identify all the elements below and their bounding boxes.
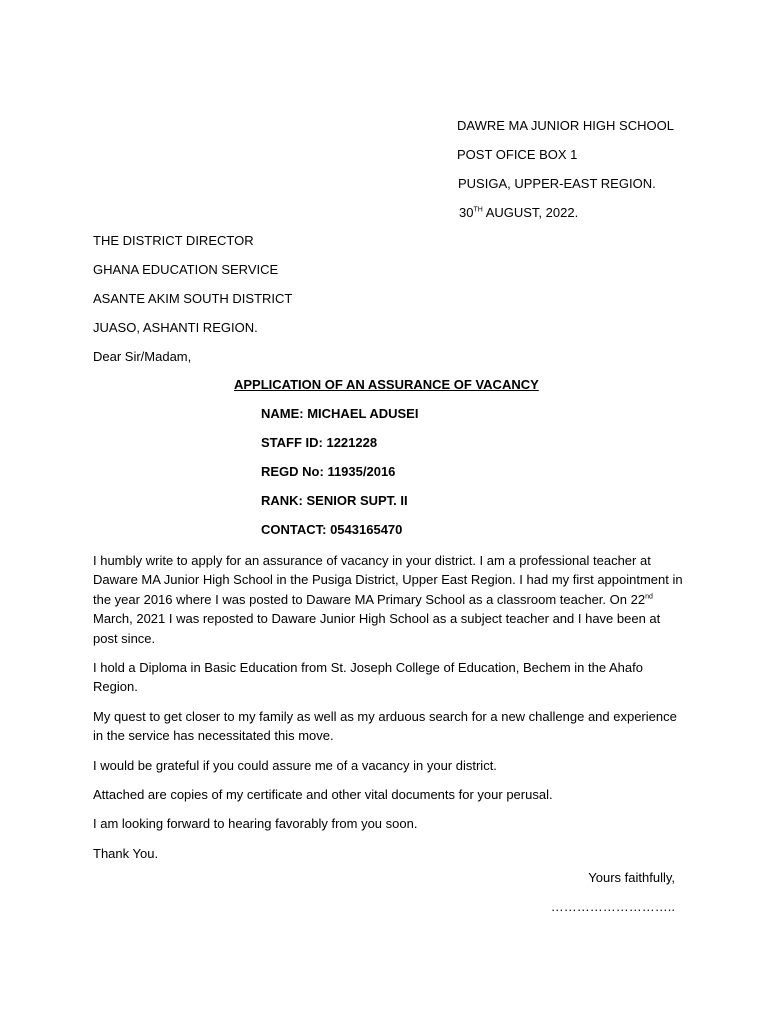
applicant-staff-id: STAFF ID: 1221228: [261, 435, 378, 450]
sender-school: DAWRE MA JUNIOR HIGH SCHOOL: [457, 118, 674, 133]
signature-line: ………………………..: [550, 899, 675, 914]
paragraph-1-text-b: March, 2021 I was reposted to Daware Junior High School as a subject teacher and I have been at post since.: [93, 611, 661, 646]
applicant-contact: CONTACT: 0543165470: [261, 522, 403, 537]
recipient-line-1: THE DISTRICT DIRECTOR: [93, 233, 254, 248]
body-paragraph-3: My quest to get closer to my family as well as my arduous search for a new challenge and experience in the service has necessitated this move.: [93, 708, 677, 744]
date-day: 30: [459, 205, 474, 220]
sender-location: PUSIGA, UPPER-EAST REGION.: [458, 176, 656, 191]
body-paragraph-1: [93, 551, 683, 648]
body-paragraph-7: Thank You.: [93, 845, 159, 861]
applicant-rank: RANK: SENIOR SUPT. II: [261, 493, 408, 508]
sender-address: [457, 118, 747, 234]
body-paragraph-4: I would be grateful if you could assure me of a vacancy in your district.: [93, 757, 497, 773]
sender-box: POST OFICE BOX 1: [457, 147, 578, 162]
applicant-name: NAME: MICHAEL ADUSEI: [261, 406, 419, 421]
body-paragraph-6: I am looking forward to hearing favorably from you soon.: [93, 816, 418, 832]
paragraph-1-ordinal: nd: [645, 593, 653, 601]
applicant-regd-no: REGD No: 11935/2016: [261, 464, 396, 479]
body-paragraph-5: Attached are copies of my certificate and other vital documents for your perusal.: [93, 787, 553, 803]
closing-signoff: Yours faithfully,: [588, 870, 675, 885]
date-ordinal: TH: [473, 206, 483, 214]
recipient-line-2: GHANA EDUCATION SERVICE: [93, 262, 279, 277]
applicant-details: [261, 406, 681, 551]
letter-heading: APPLICATION OF AN ASSURANCE OF VACANCY: [234, 377, 539, 392]
letter-closing: [551, 870, 675, 928]
recipient-line-4: JUASO, ASHANTI REGION.: [93, 320, 258, 335]
letter-body: [93, 551, 683, 873]
paragraph-1-text-a: I humbly write to apply for an assurance of vacancy in your district. I am a professional teacher at Daware MA Junior High School in the Pusiga District, Upper East Region. I had my first appointment in the year 2016 where I was posted to Daware MA Primary School as a classroom teacher. On 22: [93, 553, 683, 607]
recipient-address: [93, 233, 693, 378]
recipient-line-3: ASANTE AKIM SOUTH DISTRICT: [93, 291, 293, 306]
letter-date: [457, 205, 747, 234]
date-month-year: AUGUST, 2022.: [482, 205, 579, 220]
body-paragraph-2: I hold a Diploma in Basic Education from St. Joseph College of Education, Bechem in the Ahafo Region.: [93, 660, 643, 695]
salutation: Dear Sir/Madam,: [93, 349, 192, 364]
